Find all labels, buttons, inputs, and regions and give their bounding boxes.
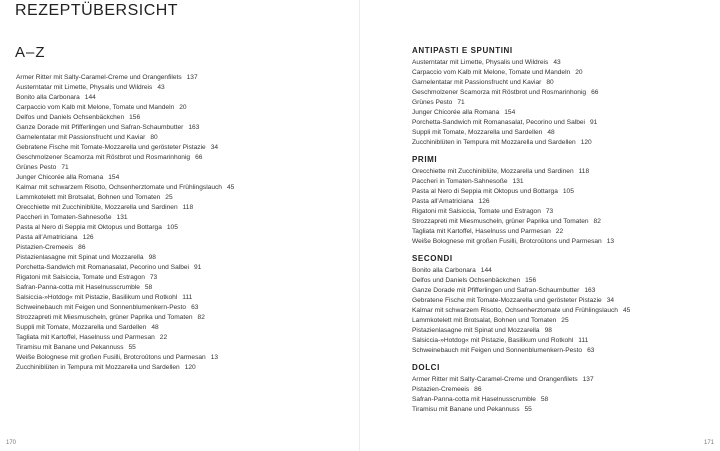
section-heading: ANTIPASTI E SPUNTINI [412, 46, 513, 55]
recipe-page-number: 131 [116, 214, 128, 221]
recipe-name: Junger Chicorée alla Romana [16, 174, 104, 181]
recipe-name: Junger Chicorée alla Romana [412, 109, 500, 116]
left-page-number: 170 [6, 440, 17, 446]
recipe-page-number: 98 [148, 254, 156, 261]
recipe-page-number: 63 [587, 347, 595, 354]
recipe-page-number: 111 [182, 294, 193, 301]
recipe-page-number: 120 [580, 139, 592, 146]
recipe-entry [412, 217, 630, 227]
recipe-name: Paccheri in Tomaten-Sahnesoße [16, 214, 112, 221]
recipe-name: Geschmolzener Scamorza mit Röstbrot und Rosmarinhonig [412, 89, 587, 96]
recipe-entry [412, 68, 630, 78]
recipe-page-number: 73 [545, 208, 554, 215]
recipe-entry [16, 243, 234, 253]
recipe-entry [412, 167, 630, 177]
recipe-entry [16, 123, 234, 133]
recipe-page-number: 163 [584, 287, 596, 294]
recipe-name: Tiramisu mit Banane und Pekannuss [412, 406, 520, 413]
recipe-entry [16, 153, 234, 163]
recipe-page-number: 25 [165, 194, 173, 201]
recipe-entry [412, 197, 630, 207]
recipe-entry [16, 323, 234, 333]
recipe-name: Tiramisu mit Banane und Pekannuss [16, 344, 124, 351]
recipe-name: Delfos und Daniels Ochsenbäckchen [16, 114, 125, 121]
recipe-name: Lammkotelett mit Brotsalat, Bohnen und Tomaten [16, 194, 161, 201]
recipe-name: Garnelentatar mit Passionsfrucht und Kaviar [16, 134, 146, 141]
recipe-entry [16, 333, 234, 343]
recipe-name: Pasta al Nero di Seppia mit Oktopus und Bottarga [412, 188, 558, 195]
recipe-page-number: 156 [129, 114, 141, 121]
recipe-page-number: 144 [84, 94, 96, 101]
recipe-name: Strozzapreti mit Miesmuscheln, grüner Paprika und Tomaten [16, 314, 193, 321]
recipe-entry [16, 353, 234, 363]
recipe-entry [16, 163, 234, 173]
recipe-entry [412, 108, 630, 118]
recipe-entry [16, 213, 234, 223]
section-recipe-list [412, 266, 630, 356]
recipe-page-number: 20 [179, 104, 187, 111]
recipe-name: Garnelentatar mit Passionsfrucht und Kaviar [412, 79, 542, 86]
recipe-page-number: 80 [150, 134, 158, 141]
section-heading: DOLCI [412, 363, 440, 372]
recipe-page-number: 105 [562, 188, 574, 195]
recipe-entry [16, 173, 234, 183]
recipe-entry [412, 286, 630, 296]
recipe-entry [412, 405, 630, 415]
recipe-entry [412, 227, 630, 237]
recipe-entry [16, 303, 234, 313]
recipe-page-number: 58 [144, 284, 153, 291]
recipe-entry [412, 118, 630, 128]
recipe-name: Weiße Bolognese mit großen Fusilli, Brotcroûtons und Parmesan [412, 238, 602, 245]
recipe-entry [16, 93, 234, 103]
recipe-page-number: 118 [578, 168, 590, 175]
recipe-page-number: 63 [191, 304, 199, 311]
recipe-page-number: 20 [575, 69, 583, 76]
recipe-page-number: 118 [182, 204, 194, 211]
recipe-entry [16, 193, 234, 203]
recipe-entry [16, 113, 234, 123]
recipe-page-number: 73 [149, 274, 158, 281]
recipe-name: Pasta all’Amatriciana [16, 234, 78, 241]
recipe-name: Schweinebauch mit Feigen und Sonnenblumenkern-Pesto [412, 347, 583, 354]
recipe-name: Armer Ritter mit Salty-Caramel-Creme und Orangenfilets [412, 376, 578, 383]
recipe-page-number: 13 [606, 238, 615, 245]
recipe-page-number: 86 [78, 244, 86, 251]
recipe-name: Pasta al Nero di Seppia mit Oktopus und Bottarga [16, 224, 162, 231]
recipe-entry [412, 276, 630, 286]
recipe-name: Ganze Dorade mit Pfifferlingen und Safran-Schaumbutter [412, 287, 580, 294]
section-heading: SECONDI [412, 254, 453, 263]
recipe-page-number: 137 [186, 74, 198, 81]
recipe-name: Ganze Dorade mit Pfifferlingen und Safran-Schaumbutter [16, 124, 184, 131]
recipe-page-number: 154 [108, 174, 120, 181]
recipe-page-number: 131 [512, 178, 524, 185]
recipe-name: Armer Ritter mit Salty-Caramel-Creme und Orangenfilets [16, 74, 182, 81]
recipe-entry [412, 326, 630, 336]
section-heading: PRIMI [412, 155, 438, 164]
recipe-entry [412, 375, 630, 385]
recipe-name: Orecchiette mit Zucchiniblüte, Mozzarella und Sardinen [412, 168, 574, 175]
recipe-name: Grünes Pesto [412, 99, 453, 106]
recipe-name: Orecchiette mit Zucchiniblüte, Mozzarella und Sardinen [16, 204, 178, 211]
recipe-name: Gebratene Fische mit Tomate-Mozzarella und gerösteter Pistazie [16, 144, 206, 151]
recipe-name: Grünes Pesto [16, 164, 57, 171]
index-heading: A–Z [15, 44, 46, 61]
recipe-entry [16, 273, 234, 283]
section-recipe-list [412, 167, 630, 247]
recipe-page-number: 91 [194, 264, 202, 271]
recipe-name: Carpaccio vom Kalb mit Melone, Tomate und Mandeln [16, 104, 175, 111]
recipe-name: Pistazienlasagne mit Spinat und Mozzarella [16, 254, 144, 261]
recipe-name: Rigatoni mit Salsiccia, Tomate und Estragon [16, 274, 145, 281]
page-title: REZEPTÜBERSICHT [15, 2, 179, 19]
recipe-page-number: 71 [457, 99, 465, 106]
recipe-page-number: 82 [593, 218, 601, 225]
recipe-page-number: 98 [544, 327, 552, 334]
recipe-name: Porchetta-Sandwich mit Romanasalat, Pecorino und Salbei [412, 119, 585, 126]
recipe-entry [412, 306, 630, 316]
recipe-name: Tagliata mit Kartoffel, Haselnuss und Parmesan [412, 228, 551, 235]
recipe-page-number: 55 [524, 406, 532, 413]
recipe-entry [412, 177, 630, 187]
recipe-entry [412, 395, 630, 405]
recipe-page-number: 80 [546, 79, 554, 86]
right-page-number: 171 [703, 440, 714, 446]
recipe-name: Bonito alla Carbonara [16, 94, 80, 101]
recipe-name: Salsiccia-»Hotdog« mit Pistazie, Basilikum und Rotkohl [16, 294, 178, 301]
recipe-entry [412, 78, 630, 88]
recipe-name: Tagliata mit Kartoffel, Haselnuss und Parmesan [16, 334, 155, 341]
recipe-page-number: 91 [590, 119, 598, 126]
recipe-entry [412, 98, 630, 108]
recipe-page-number: 45 [622, 307, 631, 314]
recipe-page-number: 45 [226, 184, 235, 191]
recipe-name: Carpaccio vom Kalb mit Melone, Tomate und Mandeln [412, 69, 571, 76]
recipe-name: Suppli mit Tomate, Mozzarella und Sardellen [16, 324, 147, 331]
recipe-entry [412, 58, 630, 68]
recipe-page-number: 137 [582, 376, 594, 383]
recipe-page-number: 22 [555, 228, 564, 235]
recipe-entry [16, 143, 234, 153]
recipe-page-number: 25 [561, 317, 569, 324]
recipe-name: Kalmar mit schwarzem Risotto, Ochsenherztomate und Frühlingslauch [16, 184, 222, 191]
recipe-page-number: 120 [184, 364, 196, 371]
recipe-name: Salsiccia-»Hotdog« mit Pistazie, Basilikum und Rotkohl [412, 337, 574, 344]
recipe-page-number: 34 [606, 297, 615, 304]
recipe-page-number: 55 [128, 344, 136, 351]
recipe-entry [412, 346, 630, 356]
recipe-entry [16, 73, 234, 83]
recipe-name: Schweinebauch mit Feigen und Sonnenblumenkern-Pesto [16, 304, 187, 311]
recipe-page-number: 105 [166, 224, 178, 231]
recipe-page-number: 126 [478, 198, 490, 205]
recipe-entry [412, 88, 630, 98]
recipe-entry [16, 363, 234, 373]
recipe-name: Paccheri in Tomaten-Sahnesoße [412, 178, 508, 185]
section-recipe-list [412, 58, 630, 148]
recipe-page-number: 43 [553, 59, 561, 66]
recipe-page-number: 71 [61, 164, 69, 171]
right-page [360, 0, 720, 451]
recipe-entry [16, 263, 234, 273]
category-section [412, 253, 630, 356]
recipe-entry [16, 83, 234, 93]
recipe-entry [16, 293, 234, 303]
recipe-page-number: 43 [157, 84, 165, 91]
recipe-entry [412, 266, 630, 276]
recipe-entry [16, 203, 234, 213]
recipe-page-number: 154 [504, 109, 516, 116]
recipe-name: Austerntatar mit Limette, Physalis und Wildreis [16, 84, 153, 91]
recipe-name: Kalmar mit schwarzem Risotto, Ochsenherztomate und Frühlingslauch [412, 307, 618, 314]
recipe-page-number: 34 [210, 144, 219, 151]
recipe-page-number: 163 [188, 124, 200, 131]
recipe-entry [16, 183, 234, 193]
category-sections [412, 45, 630, 421]
recipe-entry [16, 253, 234, 263]
recipe-entry [16, 283, 234, 293]
recipe-name: Strozzapreti mit Miesmuscheln, grüner Paprika und Tomaten [412, 218, 589, 225]
recipe-page-number: 156 [525, 277, 537, 284]
recipe-name: Zucchiniblüten in Tempura mit Mozzarella und Sardellen [16, 364, 180, 371]
recipe-entry [412, 207, 630, 217]
recipe-name: Pistazien-Cremeeis [412, 386, 470, 393]
recipe-page-number: 58 [540, 396, 549, 403]
category-section [412, 45, 630, 148]
recipe-page-number: 48 [547, 129, 555, 136]
recipe-page-number: 82 [197, 314, 205, 321]
recipe-entry [412, 187, 630, 197]
recipe-name: Zucchiniblüten in Tempura mit Mozzarella und Sardellen [412, 139, 576, 146]
recipe-page-number: 66 [195, 154, 203, 161]
recipe-name: Rigatoni mit Salsiccia, Tomate und Estragon [412, 208, 541, 215]
recipe-entry [16, 343, 234, 353]
recipe-page-number: 48 [151, 324, 159, 331]
recipe-entry [16, 103, 234, 113]
recipe-entry [412, 237, 630, 247]
recipe-name: Weiße Bolognese mit großen Fusilli, Brotcroûtons und Parmesan [16, 354, 206, 361]
recipe-page-number: 13 [210, 354, 219, 361]
recipe-page-number: 111 [578, 337, 589, 344]
recipe-name: Pasta all’Amatriciana [412, 198, 474, 205]
recipe-entry [412, 296, 630, 306]
category-section [412, 362, 630, 415]
recipe-name: Delfos und Daniels Ochsenbäckchen [412, 277, 521, 284]
section-recipe-list [412, 375, 630, 415]
recipe-entry [412, 336, 630, 346]
recipe-entry [16, 233, 234, 243]
recipe-name: Geschmolzener Scamorza mit Röstbrot und Rosmarinhonig [16, 154, 191, 161]
recipe-name: Austerntatar mit Limette, Physalis und Wildreis [412, 59, 549, 66]
recipe-name: Suppli mit Tomate, Mozzarella und Sardellen [412, 129, 543, 136]
recipe-entry [412, 385, 630, 395]
recipe-entry [16, 133, 234, 143]
recipe-name: Bonito alla Carbonara [412, 267, 476, 274]
recipe-name: Porchetta-Sandwich mit Romanasalat, Pecorino und Salbei [16, 264, 189, 271]
recipe-entry [16, 313, 234, 323]
recipe-name: Lammkotelett mit Brotsalat, Bohnen und Tomaten [412, 317, 557, 324]
recipe-name: Safran-Panna-cotta mit Haselnusscrumble [412, 396, 536, 403]
recipe-name: Safran-Panna-cotta mit Haselnusscrumble [16, 284, 140, 291]
recipe-page-number: 86 [474, 386, 482, 393]
recipe-name: Pistazienlasagne mit Spinat und Mozzarella [412, 327, 540, 334]
category-section [412, 154, 630, 247]
recipe-entry [412, 138, 630, 148]
recipe-name: Pistazien-Cremeeis [16, 244, 74, 251]
recipe-page-number: 66 [591, 89, 599, 96]
recipe-name: Gebratene Fische mit Tomate-Mozzarella und gerösteter Pistazie [412, 297, 602, 304]
recipe-page-number: 126 [82, 234, 94, 241]
recipe-entry [412, 128, 630, 138]
recipe-page-number: 22 [159, 334, 168, 341]
recipe-entry [16, 223, 234, 233]
az-recipe-list [16, 73, 234, 373]
recipe-page-number: 144 [480, 267, 492, 274]
recipe-entry [412, 316, 630, 326]
